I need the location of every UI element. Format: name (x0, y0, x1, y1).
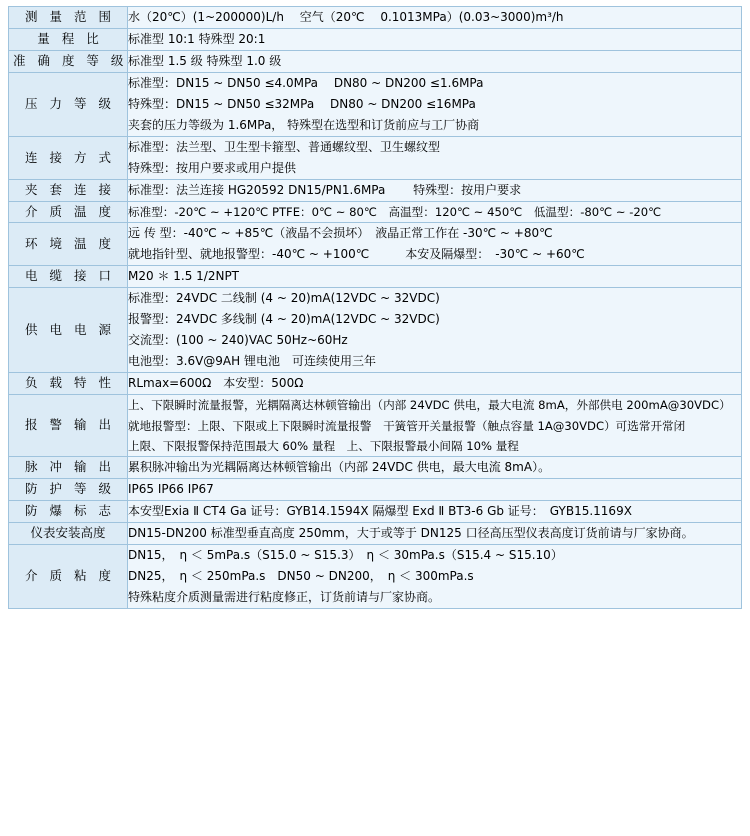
value-line: 夹套的压力等级为 1.6MPa， 特殊型在选型和订货前应与工厂协商 (128, 118, 480, 132)
table-row (9, 266, 742, 288)
value-line: 电池型：3.6V@9AH 锂电池 可连续使用三年 (128, 354, 376, 369)
row-label-medium-temperature: 介 质 温 度 (9, 202, 128, 223)
row-label-installation-height: 仪表安装高度 (9, 523, 128, 545)
table-row (9, 501, 742, 523)
row-value-protection-class (128, 479, 742, 501)
row-label-load-characteristics: 负 载 特 性 (9, 373, 128, 395)
row-value-jacket-connection (128, 180, 742, 202)
row-label-explosion-proof-mark: 防 爆 标 志 (9, 501, 128, 523)
row-value-accuracy-class (128, 51, 742, 73)
row-label-connection-type: 连 接 方 式 (9, 137, 128, 180)
table-row (9, 180, 742, 202)
row-label-pressure-rating: 压 力 等 级 (9, 73, 128, 137)
row-label-power-supply: 供 电 电 源 (9, 288, 128, 373)
value-line: 本安型Exia Ⅱ CT4 Ga 证号：GYB14.1594X 隔爆型 Exd Ⅱ BT3-6 Gb 证号： GYB15.1169X (128, 504, 632, 519)
row-value-turndown-ratio (128, 29, 742, 51)
table-row (9, 137, 742, 180)
table-row (9, 51, 742, 73)
value-line: 就地指针型、就地报警型：-40℃ ~ +100℃ 本安及隔爆型： -30℃ ~ +60℃ (128, 247, 585, 262)
row-value-load-characteristics (128, 373, 742, 395)
row-label-pulse-output: 脉 冲 输 出 (9, 457, 128, 479)
row-label-medium-viscosity: 介 质 粘 度 (9, 545, 128, 609)
row-value-ambient-temperature (128, 223, 742, 266)
row-value-power-supply (128, 288, 742, 373)
value-line: DN15-DN200 标准型垂直高度 250mm，大于或等于 DN125 口径高压型仪表高度订货前请与厂家协商。 (128, 526, 694, 541)
row-label-ambient-temperature: 环 境 温 度 (9, 223, 128, 266)
specification-table (8, 6, 742, 609)
value-line: RLmax=600Ω 本安型：500Ω (128, 376, 304, 391)
value-line: 特殊型：DN15 ~ DN50 ≤32MPa DN80 ~ DN200 ≤16MPa (128, 97, 476, 111)
row-label-cable-interface: 电 缆 接 口 (9, 266, 128, 288)
value-line: 标准型：法兰型、卫生型卡箍型、普通螺纹型、卫生螺纹型 (128, 140, 441, 154)
table-row (9, 73, 742, 137)
row-value-measuring-range (128, 7, 742, 29)
value-line: 标准型：DN15 ~ DN50 ≤4.0MPa DN80 ~ DN200 ≤1.6MPa (128, 76, 484, 90)
value-line: 标准型：法兰连接 HG20592 DN15/PN1.6MPa 特殊型：按用户要求 (128, 183, 522, 197)
table-body (9, 7, 742, 609)
table-row (9, 288, 742, 373)
row-value-connection-type (128, 137, 742, 180)
row-value-pulse-output (128, 457, 742, 479)
row-value-medium-viscosity (128, 545, 742, 609)
row-label-measuring-range: 测 量 范 围 (9, 7, 128, 29)
row-value-cable-interface (128, 266, 742, 288)
value-line: DN25， η ＜ 250mPa.s DN50 ~ DN200， η ＜ 300mPa.s (128, 569, 474, 584)
row-value-medium-temperature (128, 202, 742, 223)
row-label-turndown-ratio: 量 程 比 (9, 29, 128, 51)
table-row (9, 223, 742, 266)
row-label-accuracy-class: 准 确 度 等 级 (9, 51, 128, 73)
value-line: 报警型：24VDC 多线制 (4 ~ 20)mA(12VDC ~ 32VDC) (128, 312, 440, 327)
row-label-jacket-connection: 夹 套 连 接 (9, 180, 128, 202)
value-line: 特殊型：按用户要求或用户提供 (128, 161, 297, 175)
value-line: DN15， η ＜ 5mPa.s（S15.0 ~ S15.3） η ＜ 30mPa.s（S15.4 ~ S15.10） (128, 548, 563, 563)
table-row (9, 202, 742, 223)
value-line: 标准型：24VDC 二线制 (4 ~ 20)mA(12VDC ~ 32VDC) (128, 291, 440, 306)
table-row (9, 29, 742, 51)
value-line: 标准型 10:1 特殊型 20:1 (128, 32, 266, 46)
value-line: 就地报警型：上限、下限或上下限瞬时流量报警 干簧管开关量报警（触点容量 1A@30VDC）可选常开常闭 (128, 418, 686, 433)
value-line: 标准型：-20℃ ~ +120℃ PTFE：0℃ ~ 80℃ 高温型：120℃ ~ 450℃ 低温型：-80℃ ~ -20℃ (128, 205, 662, 219)
table-row (9, 479, 742, 501)
row-value-installation-height (128, 523, 742, 545)
value-line: M20 ＊ 1.5 1/2NPT (128, 269, 240, 284)
value-line: 标准型 1.5 级 特殊型 1.0 级 (128, 54, 282, 68)
row-label-alarm-output: 报 警 输 出 (9, 395, 128, 457)
table-row (9, 395, 742, 457)
table-row (9, 7, 742, 29)
value-line: 上限、下限报警保持范围最大 60% 量程 上、下限报警最小间隔 10% 量程 (128, 438, 519, 453)
row-label-protection-class: 防 护 等 级 (9, 479, 128, 501)
row-value-explosion-proof-mark (128, 501, 742, 523)
value-line: 水（20℃）(1~200000)L/h 空气（20℃ 0.1013MPa）(0.03~3000)m³/h (128, 10, 564, 24)
table-row (9, 373, 742, 395)
value-line: 交流型：(100 ~ 240)VAC 50Hz~60Hz (128, 333, 348, 348)
value-line: IP65 IP66 IP67 (128, 482, 214, 497)
value-line: 特殊粘度介质测量需进行粘度修正，订货前请与厂家协商。 (128, 590, 441, 605)
table-row (9, 457, 742, 479)
value-line: 上、下限瞬时流量报警，光耦隔离达林顿管输出（内部 24VDC 供电，最大电流 8mA，外部供电 200mA@30VDC） (128, 398, 731, 413)
row-value-alarm-output (128, 395, 742, 457)
table-row (9, 545, 742, 609)
table-row (9, 523, 742, 545)
row-value-pressure-rating (128, 73, 742, 137)
value-line: 累积脉冲输出为光耦隔离达林顿管输出（内部 24VDC 供电，最大电流 8mA）。 (128, 460, 551, 475)
value-line: 远 传 型：-40℃ ~ +85℃（液晶不会损坏） 液晶正常工作在 -30℃ ~ +80℃ (128, 226, 553, 241)
